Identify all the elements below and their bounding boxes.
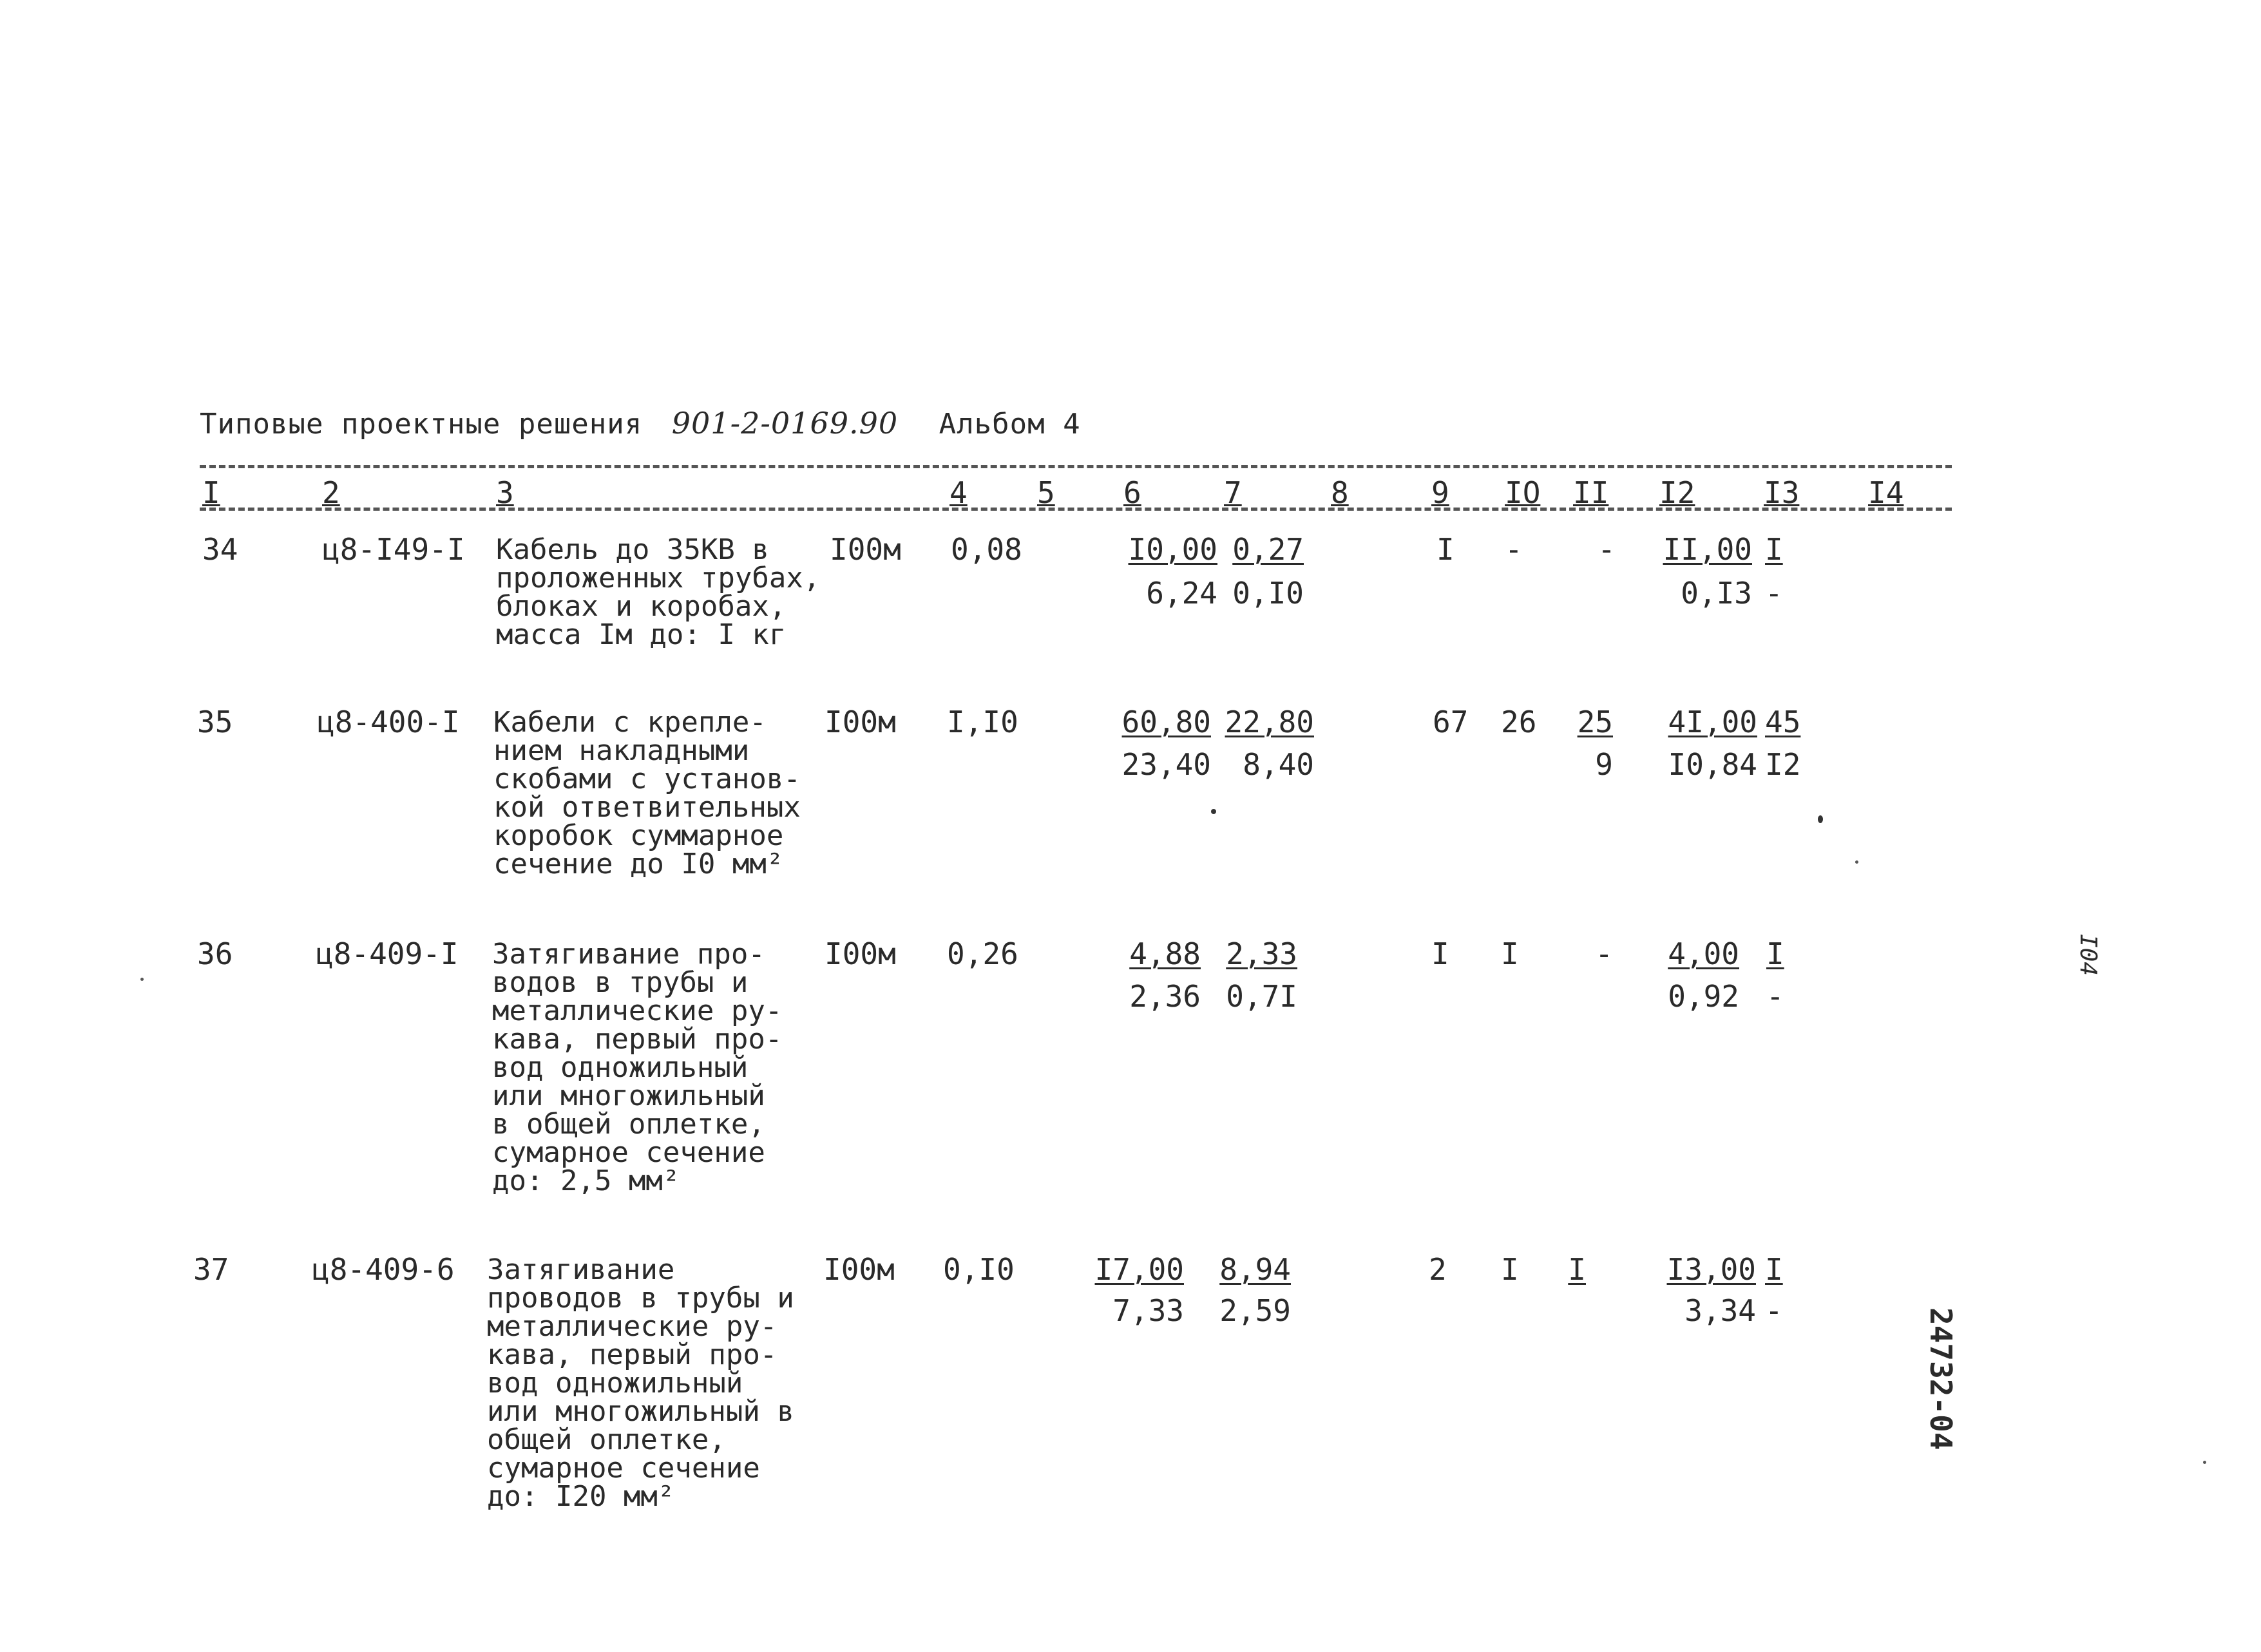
- row-number: 37: [193, 1252, 229, 1287]
- column-number: I2: [1659, 475, 1695, 510]
- work-description: Затягивание про- водов в трубы и металлические ру- кава, первый про- вод одножильный или многожильный в общей оплетке, сумарное сечение до: 2,5 мм²: [492, 938, 783, 1197]
- cost-wages: 6,24: [1146, 576, 1217, 611]
- norm-code: ц8-409-6: [312, 1252, 455, 1287]
- col13-top: I: [1765, 532, 1783, 567]
- col10-value: -: [1505, 532, 1523, 567]
- page-mark: I04: [2075, 934, 2101, 976]
- col10-value: I: [1501, 936, 1519, 971]
- norm-code: ц8-409-I: [316, 936, 459, 971]
- col10-value: 26: [1501, 705, 1537, 739]
- unit: I00м: [825, 936, 896, 971]
- row-number: 36: [197, 936, 233, 971]
- unit: I00м: [825, 705, 896, 739]
- col10-value: I: [1501, 1252, 1519, 1287]
- cost-wages: 7,33: [1112, 1293, 1184, 1328]
- col13-top: 45: [1765, 705, 1801, 739]
- quantity: 0,08: [951, 532, 1022, 567]
- row-number: 35: [197, 705, 233, 739]
- col12-bottom: 0,I3: [1681, 576, 1752, 611]
- cost-total: I0,00: [1128, 532, 1217, 567]
- machine-cost: 22,80: [1225, 705, 1314, 739]
- col12-top: I3,00: [1666, 1252, 1756, 1287]
- machine-cost: 2,33: [1226, 936, 1297, 971]
- quantity: 0,I0: [943, 1252, 1015, 1287]
- col11-top: -: [1595, 936, 1613, 971]
- col13-top: I: [1765, 1252, 1783, 1287]
- album-label: Альбом 4: [939, 408, 1081, 441]
- col12-bottom: I0,84: [1668, 747, 1757, 782]
- cost-total: I7,00: [1094, 1252, 1184, 1287]
- col13-bottom: -: [1765, 1293, 1783, 1328]
- column-number: 3: [496, 475, 514, 510]
- col12-bottom: 0,92: [1668, 979, 1739, 1014]
- document-header: [200, 406, 1081, 441]
- column-number: IO: [1505, 475, 1541, 510]
- scan-speck: [2203, 1461, 2206, 1464]
- column-number: 4: [949, 475, 968, 510]
- row-number: 34: [202, 532, 238, 567]
- column-number: I: [202, 475, 220, 510]
- work-description: Кабель до 35КВ в проложенных трубах, блоках и коробах, масса Iм до: I кг: [496, 533, 821, 651]
- column-number: 8: [1331, 475, 1349, 510]
- scan-speck: [1818, 815, 1823, 823]
- col9-value: I: [1431, 936, 1449, 971]
- unit: I00м: [830, 532, 901, 567]
- quantity: I,I0: [947, 705, 1018, 739]
- scan-speck: [140, 978, 144, 981]
- col13-top: I: [1766, 936, 1784, 971]
- machine-wages: 0,7I: [1226, 979, 1297, 1014]
- scan-speck: [1211, 809, 1216, 814]
- col9-value: 2: [1429, 1252, 1447, 1287]
- sheet-number-stamp: 24732-04: [1923, 1307, 1958, 1450]
- work-description: Кабели с крепле- нием накладными скобами с установ- кой ответвительных коробок суммарное сечение до I0 мм²: [493, 706, 801, 880]
- machine-cost: 0,27: [1232, 532, 1304, 567]
- column-number: 9: [1431, 475, 1449, 510]
- col12-top: 4I,00: [1668, 705, 1757, 739]
- col11-top: -: [1598, 532, 1616, 567]
- column-number: II: [1573, 475, 1609, 510]
- col13-bottom: -: [1766, 979, 1784, 1014]
- project-code: 901-2-0169.90: [671, 406, 899, 441]
- scan-speck: [1855, 860, 1858, 864]
- col11-bottom: 9: [1595, 747, 1613, 782]
- column-number: 2: [322, 475, 340, 510]
- col13-bottom: I2: [1765, 747, 1801, 782]
- machine-wages: 8,40: [1243, 747, 1314, 782]
- unit: I00м: [823, 1252, 895, 1287]
- table-top-rule: [200, 465, 1952, 468]
- col13-bottom: -: [1765, 576, 1783, 611]
- cost-total: 60,80: [1121, 705, 1211, 739]
- norm-code: ц8-400-I: [317, 705, 460, 739]
- machine-wages: 0,I0: [1232, 576, 1304, 611]
- col12-bottom: 3,34: [1684, 1293, 1756, 1328]
- col9-value: I: [1436, 532, 1455, 567]
- col11-top: I: [1568, 1252, 1586, 1287]
- cost-total: 4,88: [1129, 936, 1201, 971]
- cost-wages: 2,36: [1129, 979, 1201, 1014]
- column-number: I3: [1764, 475, 1800, 510]
- column-number: I4: [1868, 475, 1904, 510]
- machine-wages: 2,59: [1219, 1293, 1291, 1328]
- column-number: 7: [1224, 475, 1242, 510]
- cost-wages: 23,40: [1121, 747, 1211, 782]
- col12-top: II,00: [1663, 532, 1752, 567]
- machine-cost: 8,94: [1219, 1252, 1291, 1287]
- col9-value: 67: [1433, 705, 1469, 739]
- col12-top: 4,00: [1668, 936, 1739, 971]
- document-title: Типовые проектные решения: [200, 408, 643, 441]
- column-number: 5: [1037, 475, 1055, 510]
- work-description: Затягивание проводов в трубы и металлические ру- кава, первый про- вод одножильный или многожильный в общей оплетке, сумарное сечение до: I20 мм²: [487, 1253, 794, 1513]
- column-number: 6: [1123, 475, 1141, 510]
- quantity: 0,26: [947, 936, 1018, 971]
- norm-code: ц8-I49-I: [322, 532, 465, 567]
- col11-top: 25: [1577, 705, 1613, 739]
